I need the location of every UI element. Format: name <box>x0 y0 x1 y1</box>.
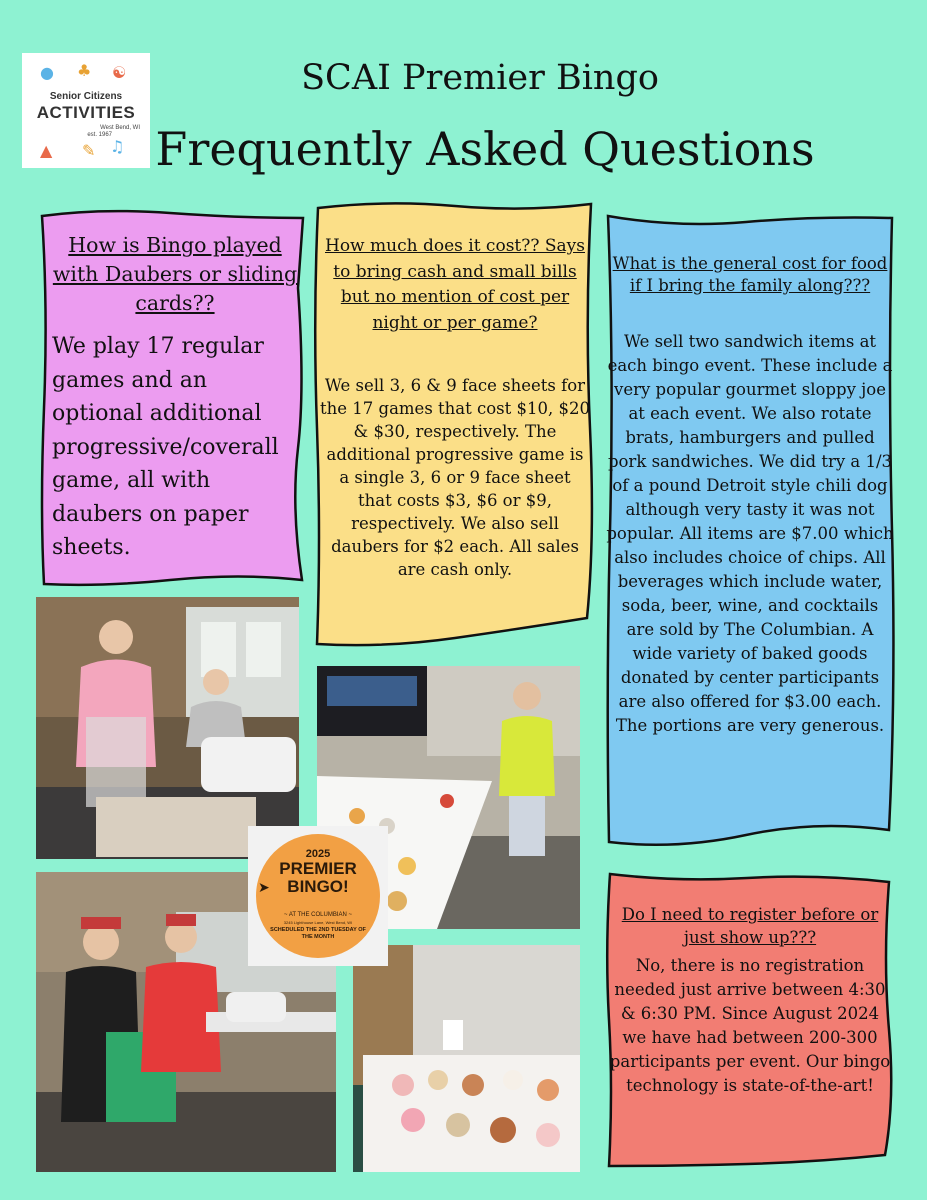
faq-box-cost <box>315 198 593 646</box>
badge-venue: ~ AT THE COLUMBIAN ~ <box>283 912 353 918</box>
badge-address: 3245 Lighthouse Lane, West Bend, WI <box>283 920 353 925</box>
faq-question: What is the general cost for food if I bring the family along??? <box>612 254 888 295</box>
faq-question: Do I need to register before or just show up??? <box>621 905 879 947</box>
faq-answer: We play 17 regular games and an optional additional progressive/coverall game, all with daubers on paper sheets. <box>52 334 279 560</box>
badge-schedule: SCHEDULED THE 2ND TUESDAY OF THE MONTH <box>270 927 366 940</box>
faq-box-food <box>606 210 894 845</box>
badge-year: 2025 <box>305 848 331 860</box>
page-subtitle: Frequently Asked Questions <box>155 122 815 176</box>
logo-line-4: est. 1967 <box>87 132 112 138</box>
photo-dessert-table <box>353 945 580 1172</box>
yoga-icon: ☯ <box>112 63 127 82</box>
paintbrush-icon: ✎ <box>82 141 96 160</box>
logo-line-2: ACTIVITIES <box>36 103 136 122</box>
photo-volunteers <box>36 597 299 859</box>
faq-answer: We sell two sandwich items at each bingo event. These include a very popular gourmet sloppy joe at each event. We also rotate brats, hamburgers and pulled pork sandwiches. We did try a 1/3 of a pound Detroit style chili dog although very tasty it was not popular. All items are $7.00 which also includes choice of chips. All beverages which include water, soda, beer, wine, and cocktails are sold by The Columbian. A wide variety of baked goods donated by center participants are also offered for $3.00 each. The portions are very generous. <box>606 332 894 735</box>
faq-question: How much does it cost?? Says to bring cash and small bills but no mention of cost per night or per game? <box>325 236 585 333</box>
senior-citizens-activities-logo <box>22 53 150 168</box>
faq-answer: We sell 3, 6 & 9 face sheets for the 17 games that cost $10, $20 & $30, respectively. The additional progressive game is a single 3, 6 or 9 face sheet that costs $3, $6 or $9, respectively. We also sell daubers for $2 each. All sales are cash only. <box>320 376 590 579</box>
page-title: SCAI Premier Bingo <box>301 58 659 98</box>
faq-box-registration <box>607 870 891 1168</box>
faq-answer: No, there is no registration needed just arrive between 4:30 & 6:30 PM. Since August 2024 we have had between 200-300 participants per event. Our bingo technology is state-of-the-art! <box>609 956 891 1095</box>
badge-line-1: PREMIER <box>279 859 357 878</box>
shoe-icon: ▲ <box>40 141 53 160</box>
pickleball-icon: ● <box>40 63 54 82</box>
premier-bingo-badge <box>248 826 388 966</box>
music-note-icon: ♫ <box>110 137 125 156</box>
logo-line-1: Senior Citizens <box>49 91 123 102</box>
faq-question: How is Bingo played with Daubers or sliding cards?? <box>52 233 298 315</box>
cards-icon: ♣ <box>77 61 92 80</box>
megaphone-icon: ➤ <box>258 880 270 896</box>
badge-line-2: BINGO! <box>287 877 349 896</box>
faq-box-bingo-play <box>40 208 305 586</box>
logo-line-3: West Bend, WI <box>100 125 140 131</box>
